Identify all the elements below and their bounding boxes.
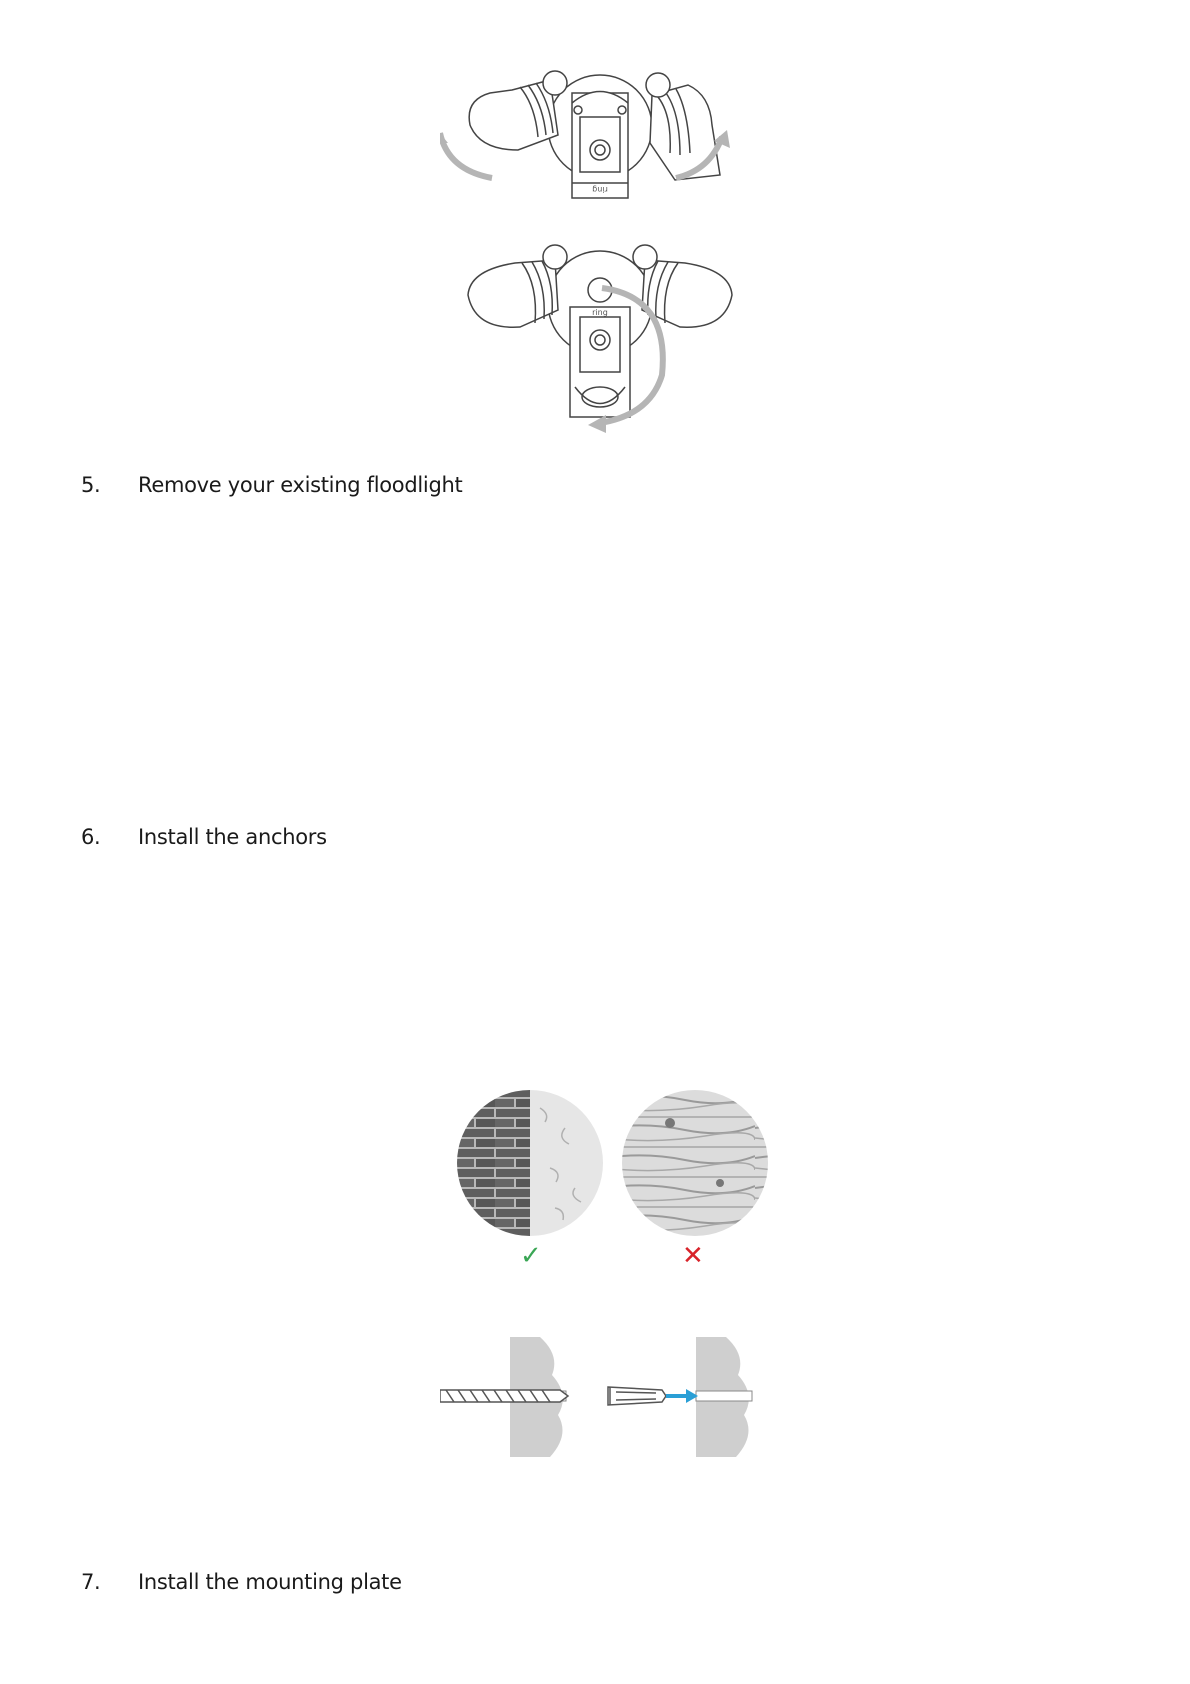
step-title: Install the mounting plate: [138, 1570, 402, 1594]
drill-and-anchor-figure: [440, 1335, 770, 1460]
wall-materials-figure: [455, 1088, 775, 1248]
camera-brand-label: ring: [592, 308, 608, 317]
approved-check-icon: ✓: [520, 1241, 542, 1271]
step-number: 6.: [81, 825, 101, 849]
camera-brand-label: ring: [592, 185, 608, 194]
step-title: Remove your existing floodlight: [138, 473, 463, 497]
floodlight-rotate-camera-figure: [440, 235, 760, 435]
step-number: 5.: [81, 473, 101, 497]
step-title: Install the anchors: [138, 825, 327, 849]
rejected-cross-icon: ✕: [682, 1241, 704, 1271]
step-number: 7.: [81, 1570, 101, 1594]
floodlight-rotate-lamps-figure: [440, 55, 760, 205]
